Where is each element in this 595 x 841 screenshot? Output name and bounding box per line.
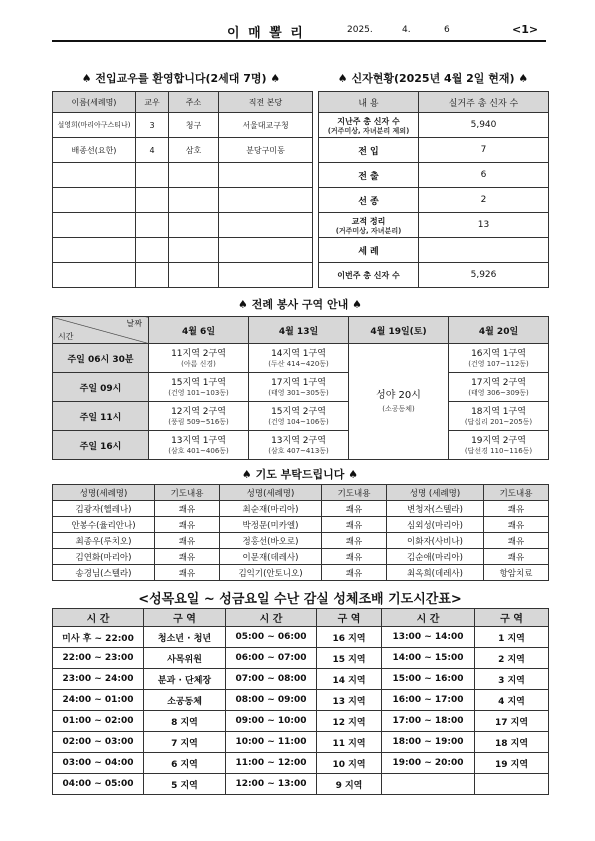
prayer-heading: ♠ 기도 부탁드립니다 ♠ — [241, 468, 359, 481]
newcomers-col-address: 주소 — [169, 92, 219, 113]
table-row — [53, 648, 549, 669]
prayer-name: 송경님(스텔라) — [53, 565, 155, 581]
service-cell — [449, 344, 549, 373]
prayer-name: 김순애(마리아) — [387, 549, 484, 565]
service-area: 18지역 1구역 — [471, 406, 526, 417]
prayer-content: 쾌유 — [155, 565, 220, 581]
service-area: 17지역 1구역 — [271, 377, 326, 388]
corner-time-label: 시간 — [58, 332, 74, 341]
service-header-row — [53, 317, 549, 344]
table-row — [53, 163, 313, 188]
table-row — [53, 669, 549, 690]
service-area: 17지역 2구역 — [471, 377, 526, 388]
service-area-detail: (건영 101~103동) — [168, 388, 229, 397]
table-row — [53, 113, 313, 138]
prayer-table — [52, 484, 549, 581]
table-row — [53, 344, 549, 373]
newcomer-parish: 분당구미동 — [219, 138, 313, 163]
prayer-name: 김연화(마리아) — [53, 549, 155, 565]
newcomer-count — [136, 213, 169, 238]
adoration-area: 4 지역 — [475, 690, 549, 711]
adoration-area: 18 지역 — [475, 732, 549, 753]
adoration-time: 16:00 ~ 17:00 — [382, 690, 475, 711]
table-row — [53, 213, 313, 238]
table-row — [53, 501, 549, 517]
newcomer-parish: 서울대교구청 — [219, 113, 313, 138]
newcomers-col-name: 이름(세례명) — [53, 92, 136, 113]
adoration-time: 12:00 ~ 13:00 — [226, 774, 317, 795]
vigil-cell — [349, 344, 449, 460]
newcomer-address — [169, 188, 219, 213]
service-time: 주일 06시 30분 — [53, 344, 149, 373]
adoration-time: 미사 후 ~ 22:00 — [53, 627, 144, 648]
service-corner-cell — [53, 317, 149, 344]
service-area: 19지역 2구역 — [471, 435, 526, 446]
service-area-detail: (삼호 401~406동) — [168, 446, 229, 455]
service-date: 4월 13일 — [249, 317, 349, 344]
prayer-content: 쾌유 — [484, 517, 549, 533]
adoration-col-time: 시 간 — [382, 609, 475, 627]
service-cell — [149, 431, 249, 460]
adoration-time: 24:00 ~ 01:00 — [53, 690, 144, 711]
table-row — [53, 402, 549, 431]
table-row — [53, 732, 549, 753]
table-row — [53, 263, 313, 288]
status-label: 이번주 총 신자 수 — [319, 263, 419, 288]
adoration-area: 11 지역 — [317, 732, 382, 753]
prayer-content: 쾌유 — [155, 533, 220, 549]
adoration-time: 18:00 ~ 19:00 — [382, 732, 475, 753]
adoration-area: 17 지역 — [475, 711, 549, 732]
adoration-area: 6 지역 — [144, 753, 226, 774]
newcomer-count: 4 — [136, 138, 169, 163]
adoration-area: 소공동체 — [144, 690, 226, 711]
service-cell — [249, 431, 349, 460]
adoration-area — [475, 774, 549, 795]
adoration-col-area: 구 역 — [317, 609, 382, 627]
prayer-content: 쾌유 — [322, 549, 387, 565]
status-value: 7 — [419, 138, 549, 163]
adoration-time: 01:00 ~ 02:00 — [53, 711, 144, 732]
service-time: 주일 16시 — [53, 431, 149, 460]
service-area-detail: (태영 306~309동) — [468, 388, 529, 397]
prayer-name: 정홍선(바오로) — [220, 533, 322, 549]
newcomer-name — [53, 263, 136, 288]
adoration-header-row — [53, 609, 549, 627]
prayer-content: 항암치료 — [484, 565, 549, 581]
adoration-time: 06:00 ~ 07:00 — [226, 648, 317, 669]
prayer-col-name: 성명 (세례명) — [387, 485, 484, 501]
service-cell — [149, 344, 249, 373]
adoration-time: 17:00 ~ 18:00 — [382, 711, 475, 732]
prayer-content: 쾌유 — [155, 517, 220, 533]
service-area-detail: (삼호 407~413동) — [268, 446, 329, 455]
newcomer-address: 청구 — [169, 113, 219, 138]
adoration-col-area: 구 역 — [475, 609, 549, 627]
service-date: 4월 19일(토) — [349, 317, 449, 344]
status-label: 선 종 — [319, 188, 419, 213]
prayer-name: 김광자(헬레나) — [53, 501, 155, 517]
newcomer-name — [53, 238, 136, 263]
status-label — [319, 113, 419, 138]
prayer-name: 최순재(마리아) — [220, 501, 322, 517]
adoration-area: 19 지역 — [475, 753, 549, 774]
adoration-area: 12 지역 — [317, 711, 382, 732]
newsletter-title: 이 매 뽈 리 — [227, 26, 305, 41]
status-value: 5,940 — [419, 113, 549, 138]
adoration-area: 13 지역 — [317, 690, 382, 711]
service-area: 14지역 1구역 — [271, 348, 326, 359]
service-area-detail: (두산 414~420동) — [268, 359, 329, 368]
prayer-name: 이화자(사비나) — [387, 533, 484, 549]
service-area-detail: (건영 107~112동) — [468, 359, 529, 368]
adoration-area: 16 지역 — [317, 627, 382, 648]
table-row — [53, 238, 313, 263]
status-value — [419, 238, 549, 263]
prayer-header-row — [53, 485, 549, 501]
adoration-time: 08:00 ~ 09:00 — [226, 690, 317, 711]
issue-day: 6 — [444, 25, 450, 35]
service-cell — [249, 344, 349, 373]
status-label: 전 출 — [319, 163, 419, 188]
adoration-time: 03:00 ~ 04:00 — [53, 753, 144, 774]
prayer-content: 쾌유 — [484, 501, 549, 517]
prayer-name: 김익기(안토니오) — [220, 565, 322, 581]
vigil-time: 성야 20시 — [376, 390, 421, 401]
service-area-detail: (답선경 110~116동) — [464, 446, 533, 455]
newcomer-parish — [219, 238, 313, 263]
table-row — [53, 753, 549, 774]
adoration-area: 9 지역 — [317, 774, 382, 795]
newcomer-name — [53, 163, 136, 188]
adoration-area: 5 지역 — [144, 774, 226, 795]
table-row — [319, 188, 549, 213]
adoration-time: 10:00 ~ 11:00 — [226, 732, 317, 753]
service-area-detail: (태영 301~305동) — [268, 388, 329, 397]
service-area: 16지역 1구역 — [471, 348, 526, 359]
newcomer-parish — [219, 213, 313, 238]
header — [52, 20, 546, 44]
service-area: 15지역 2구역 — [271, 406, 326, 417]
adoration-area: 15 지역 — [317, 648, 382, 669]
adoration-time: 15:00 ~ 16:00 — [382, 669, 475, 690]
service-cell — [149, 373, 249, 402]
prayer-content: 쾌유 — [322, 501, 387, 517]
prayer-name: 최옥희(데레사) — [387, 565, 484, 581]
service-area-detail: (풍림 509~516동) — [168, 417, 229, 426]
service-time: 주일 09시 — [53, 373, 149, 402]
service-cell — [249, 402, 349, 431]
service-area-detail: (아름 신경) — [181, 359, 216, 368]
adoration-col-area: 구 역 — [144, 609, 226, 627]
prayer-col-content: 기도내용 — [484, 485, 549, 501]
service-heading: ♠ 전례 봉사 구역 안내 ♠ — [238, 298, 362, 311]
status-label-sub: (거주미상, 자녀분리) — [335, 226, 402, 235]
table-row — [53, 627, 549, 648]
newcomer-address: 삼호 — [169, 138, 219, 163]
service-area: 13지역 1구역 — [171, 435, 226, 446]
service-cell — [449, 431, 549, 460]
prayer-name: 안봉수(율리안나) — [53, 517, 155, 533]
adoration-area: 14 지역 — [317, 669, 382, 690]
issue-year: 2025. — [347, 25, 373, 35]
status-value: 2 — [419, 188, 549, 213]
service-area-detail: (답십리 201~205동) — [464, 417, 533, 426]
prayer-name: 이문재(데레사) — [220, 549, 322, 565]
issue-month: 4. — [402, 25, 411, 35]
status-value: 13 — [419, 213, 549, 238]
newcomer-count: 3 — [136, 113, 169, 138]
status-header-row — [319, 92, 549, 113]
table-row — [319, 238, 549, 263]
service-area: 11지역 2구역 — [171, 348, 226, 359]
table-row — [53, 549, 549, 565]
table-row — [319, 163, 549, 188]
adoration-time: 13:00 ~ 14:00 — [382, 627, 475, 648]
table-row — [53, 690, 549, 711]
table-row — [53, 138, 313, 163]
adoration-area: 3 지역 — [475, 669, 549, 690]
table-row — [319, 213, 549, 238]
table-row — [53, 188, 313, 213]
adoration-time — [382, 774, 475, 795]
adoration-table — [52, 608, 549, 795]
adoration-time: 11:00 ~ 12:00 — [226, 753, 317, 774]
adoration-area: 7 지역 — [144, 732, 226, 753]
newcomer-count — [136, 163, 169, 188]
service-cell — [449, 373, 549, 402]
status-heading: ♠ 신자현황(2025년 4월 2일 현재) ♠ — [337, 72, 529, 85]
table-row — [53, 517, 549, 533]
adoration-time: 23:00 ~ 24:00 — [53, 669, 144, 690]
newcomers-col-parish: 직전 본당 — [219, 92, 313, 113]
adoration-area: 청소년 · 청년 — [144, 627, 226, 648]
newcomers-table — [52, 91, 313, 288]
prayer-name: 심외성(마리아) — [387, 517, 484, 533]
newcomer-address — [169, 163, 219, 188]
adoration-area: 10 지역 — [317, 753, 382, 774]
service-cell — [449, 402, 549, 431]
prayer-content: 쾌유 — [155, 549, 220, 565]
status-col-value: 실거주 총 신자 수 — [419, 92, 549, 113]
adoration-time: 02:00 ~ 03:00 — [53, 732, 144, 753]
adoration-time: 05:00 ~ 06:00 — [226, 627, 317, 648]
newcomer-parish — [219, 188, 313, 213]
newcomer-name: 설영희(마리아구스티나) — [53, 113, 136, 138]
adoration-area: 2 지역 — [475, 648, 549, 669]
table-row — [319, 113, 549, 138]
table-row — [53, 373, 549, 402]
newcomer-name: 배종선(요한) — [53, 138, 136, 163]
prayer-content: 쾌유 — [322, 533, 387, 549]
status-label-main: 지난주 총 신자 수 — [337, 116, 400, 126]
status-label: 세 례 — [319, 238, 419, 263]
prayer-content: 쾌유 — [322, 517, 387, 533]
adoration-area: 사목위원 — [144, 648, 226, 669]
status-table — [318, 91, 549, 288]
service-cell — [149, 402, 249, 431]
service-cell — [249, 373, 349, 402]
adoration-col-time: 시 간 — [226, 609, 317, 627]
newcomers-header-row — [53, 92, 313, 113]
status-value: 5,926 — [419, 263, 549, 288]
table-row — [53, 711, 549, 732]
prayer-name: 박정문(미카엘) — [220, 517, 322, 533]
adoration-time: 14:00 ~ 15:00 — [382, 648, 475, 669]
service-area-detail: (건영 104~106동) — [268, 417, 329, 426]
service-area: 12지역 2구역 — [171, 406, 226, 417]
status-label-sub: (거주미상, 자녀분리 제외) — [327, 126, 410, 135]
table-row — [53, 431, 549, 460]
adoration-time: 09:00 ~ 10:00 — [226, 711, 317, 732]
service-table — [52, 316, 549, 460]
table-row — [53, 533, 549, 549]
status-value: 6 — [419, 163, 549, 188]
newcomer-count — [136, 263, 169, 288]
prayer-content: 쾌유 — [155, 501, 220, 517]
prayer-col-content: 기도내용 — [322, 485, 387, 501]
adoration-time: 04:00 ~ 05:00 — [53, 774, 144, 795]
header-rule — [52, 40, 546, 42]
prayer-content: 쾌유 — [484, 533, 549, 549]
prayer-col-name: 성명(세례명) — [53, 485, 155, 501]
newcomer-address — [169, 213, 219, 238]
status-label-main: 교적 정리 — [351, 216, 386, 226]
service-date: 4월 6일 — [149, 317, 249, 344]
service-area: 15지역 1구역 — [171, 377, 226, 388]
newcomer-address — [169, 263, 219, 288]
newcomer-address — [169, 238, 219, 263]
prayer-content: 쾌유 — [322, 565, 387, 581]
newcomer-name — [53, 213, 136, 238]
adoration-heading: <성목요일 ~ 성금요일 수난 감실 성체조배 기도시간표> — [138, 592, 462, 607]
newcomer-count — [136, 188, 169, 213]
vigil-group: (소공동체) — [382, 405, 415, 413]
service-time: 주일 11시 — [53, 402, 149, 431]
prayer-name: 최종우(루치오) — [53, 533, 155, 549]
newcomers-heading: ♠ 전입교우를 환영합니다(2세대 7명) ♠ — [81, 72, 281, 85]
table-row — [53, 565, 549, 581]
table-row — [319, 263, 549, 288]
prayer-content: 쾌유 — [484, 549, 549, 565]
newcomer-count — [136, 238, 169, 263]
prayer-col-name: 성명(세례명) — [220, 485, 322, 501]
table-row — [319, 138, 549, 163]
adoration-area: 1 지역 — [475, 627, 549, 648]
adoration-time: 07:00 ~ 08:00 — [226, 669, 317, 690]
corner-date-label: 날짜 — [126, 319, 142, 328]
status-label — [319, 213, 419, 238]
adoration-time: 19:00 ~ 20:00 — [382, 753, 475, 774]
service-area: 13지역 2구역 — [271, 435, 326, 446]
status-label: 전 입 — [319, 138, 419, 163]
newcomer-parish — [219, 163, 313, 188]
adoration-time: 22:00 ~ 23:00 — [53, 648, 144, 669]
page-number: <1> — [512, 23, 539, 36]
status-col-item: 내 용 — [319, 92, 419, 113]
adoration-area: 분과 · 단체장 — [144, 669, 226, 690]
prayer-name: 변청자(스텔라) — [387, 501, 484, 517]
service-date: 4월 20일 — [449, 317, 549, 344]
newcomers-col-count: 교우 — [136, 92, 169, 113]
adoration-col-time: 시 간 — [53, 609, 144, 627]
newcomer-parish — [219, 263, 313, 288]
adoration-area: 8 지역 — [144, 711, 226, 732]
newcomer-name — [53, 188, 136, 213]
prayer-col-content: 기도내용 — [155, 485, 220, 501]
table-row — [53, 774, 549, 795]
